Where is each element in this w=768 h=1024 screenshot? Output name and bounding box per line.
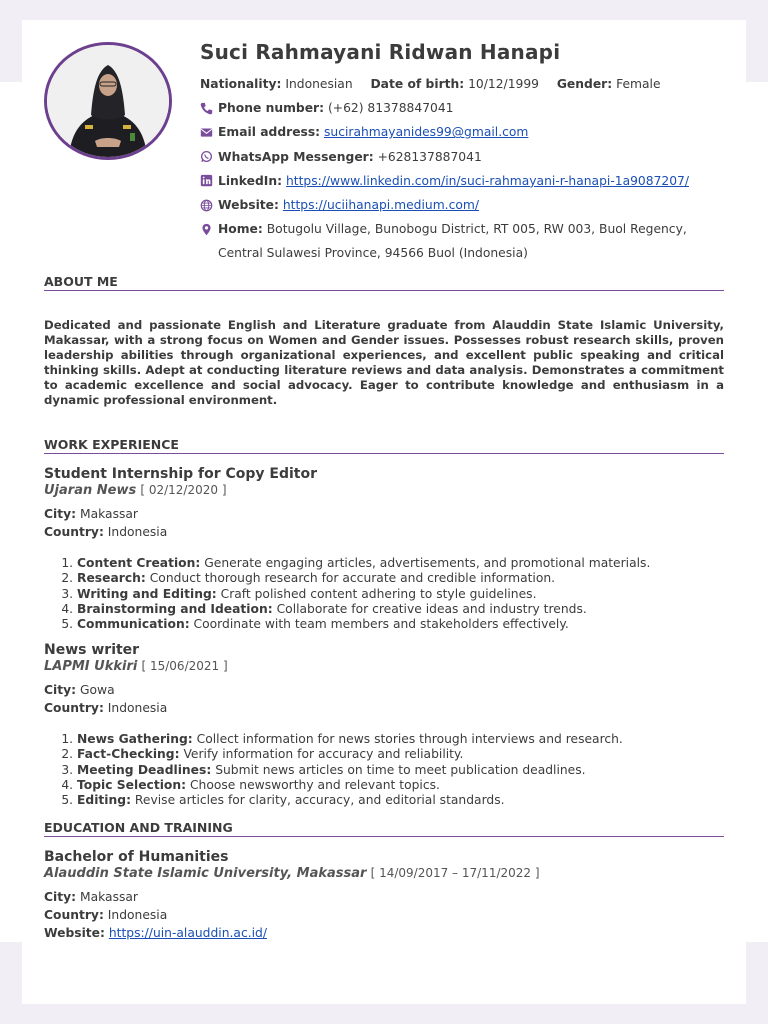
education-heading: EDUCATION AND TRAINING (44, 820, 724, 837)
employer-name: Ujaran News (44, 483, 137, 498)
duty-label: News Gathering: (77, 732, 193, 746)
cv-page (22, 20, 746, 1004)
list-item (77, 587, 717, 602)
envelope-icon (200, 120, 218, 144)
list-item (77, 778, 717, 793)
job-location (44, 505, 167, 541)
duty-text: Craft polished content adhering to style guidelines. (220, 586, 537, 601)
country-label: Country: (44, 525, 104, 540)
duty-text: Revise articles for clarity, accuracy, and editorial standards. (134, 793, 505, 808)
whatsapp-icon (200, 145, 218, 169)
duty-label: Editing: (77, 793, 131, 808)
duty-text: Submit news articles on time to meet publication deadlines. (215, 762, 586, 777)
whatsapp-row (200, 145, 730, 169)
university-website-link[interactable]: https://uin-alauddin.ac.id/ (108, 926, 267, 941)
website-label: Website: (44, 926, 105, 941)
home-address: Botugolu Village, Bunobogu District, RT 005, RW 003, Buol Regency, Central Sulawesi Province, 94566 Buol (Indonesia) (218, 222, 687, 261)
duty-text: Coordinate with team members and stakeholders effectively. (193, 617, 569, 632)
degree-title: Bachelor of Humanities (44, 849, 229, 865)
duties-list (44, 556, 717, 632)
employer-name: LAPMI Ukkiri (44, 659, 138, 674)
duty-label: Content Creation: (77, 556, 201, 570)
duty-text: Choose newsworthy and relevant topics. (189, 777, 440, 792)
linkedin-link[interactable]: https://www.linkedin.com/in/suci-rahmayani-r-hanapi-1a9087207/ (285, 173, 690, 188)
about-text: Dedicated and passionate English and Literature graduate from Alauddin State Islamic University, Makassar, with a strong focus on Women and Gender issues. Possesses robust research skills, proven leadership abilities through organizational experiences, and excellent public speaking and critical thinking skills. Adept at conducting literature reviews and data analysis. Demonstrates a commitment to academic excellence and social advocacy. Eager to contribute knowledge and enthusiasm in a dynamic professional environment. (44, 318, 724, 408)
country-label: Country: (44, 701, 104, 716)
city-label: City: (44, 683, 77, 697)
website-label: Website: (218, 198, 279, 213)
duty-label: Fact-Checking: (77, 747, 180, 762)
job-date: [ 15/06/2021 ] (141, 659, 228, 673)
job-title: Student Internship for Copy Editor (44, 466, 318, 482)
job-location (44, 681, 167, 717)
duty-text: Generate engaging articles, advertisements, and promotional materials. (204, 556, 651, 570)
job-date: [ 02/12/2020 ] (140, 483, 227, 497)
city-value: Gowa (79, 683, 115, 697)
list-item (77, 556, 717, 571)
employer-line (44, 483, 227, 498)
list-item (77, 793, 717, 808)
work-heading: WORK EXPERIENCE (44, 437, 724, 454)
phone-icon (200, 96, 218, 120)
city-label: City: (44, 507, 77, 521)
dob-value: 10/12/1999 (468, 77, 539, 91)
nationality-value: Indonesian (285, 77, 353, 91)
globe-icon (200, 193, 218, 217)
personal-details-row (200, 72, 730, 96)
gender-label: Gender: (556, 77, 613, 91)
duty-label: Writing and Editing: (77, 586, 217, 601)
country-value: Indonesia (107, 908, 168, 923)
city-value: Makassar (79, 507, 138, 521)
whatsapp-value: +628137887041 (377, 149, 482, 164)
map-pin-icon (200, 217, 218, 241)
personal-info (200, 72, 730, 266)
duty-text: Collaborate for creative ideas and industry trends. (276, 601, 587, 616)
duty-label: Research: (77, 571, 146, 586)
linkedin-row (200, 169, 730, 193)
education-details (44, 888, 267, 943)
list-item (77, 617, 717, 632)
website-row (200, 193, 730, 217)
education-date: [ 14/09/2017 – 17/11/2022 ] (370, 866, 540, 880)
list-item (77, 763, 717, 778)
email-row (200, 120, 730, 144)
list-item (77, 747, 717, 762)
linkedin-label: LinkedIn: (218, 173, 283, 188)
duty-label: Meeting Deadlines: (77, 762, 212, 777)
home-row (200, 217, 730, 265)
job-title: News writer (44, 642, 140, 658)
duties-list (44, 732, 717, 808)
list-item (77, 571, 717, 586)
nationality-label: Nationality: (200, 77, 282, 91)
institution-name: Alauddin State Islamic University, Makassar (44, 866, 367, 881)
country-value: Indonesia (107, 701, 168, 716)
country-label: Country: (44, 908, 104, 923)
duty-label: Topic Selection: (77, 777, 187, 792)
institution-line (44, 866, 540, 881)
duty-label: Communication: (77, 617, 190, 632)
employer-line (44, 659, 228, 674)
about-heading: ABOUT ME (44, 274, 724, 291)
phone-label: Phone number: (218, 101, 325, 116)
city-label: City: (44, 890, 77, 904)
list-item (77, 602, 717, 617)
email-link[interactable]: sucirahmayanides99@gmail.com (324, 125, 529, 140)
home-label: Home: (218, 222, 263, 237)
email-label: Email address: (218, 125, 321, 140)
list-item (77, 732, 717, 747)
duty-label: Brainstorming and Ideation: (77, 601, 273, 616)
dob-label: Date of birth: (370, 77, 465, 91)
country-value: Indonesia (107, 525, 168, 540)
gender-value: Female (616, 77, 661, 91)
whatsapp-label: WhatsApp Messenger: (218, 149, 374, 164)
duty-text: Verify information for accuracy and reliability. (183, 747, 464, 762)
phone-value: (+62) 81378847041 (327, 101, 454, 116)
linkedin-icon (200, 169, 218, 193)
duty-text: Collect information for news stories through interviews and research. (196, 732, 623, 746)
city-value: Makassar (79, 890, 138, 904)
full-name: Suci Rahmayani Ridwan Hanapi (200, 40, 561, 64)
profile-photo (44, 42, 172, 160)
duty-text: Conduct thorough research for accurate and credible information. (149, 571, 556, 586)
phone-row (200, 96, 730, 120)
website-link[interactable]: https://uciihanapi.medium.com/ (282, 198, 479, 213)
